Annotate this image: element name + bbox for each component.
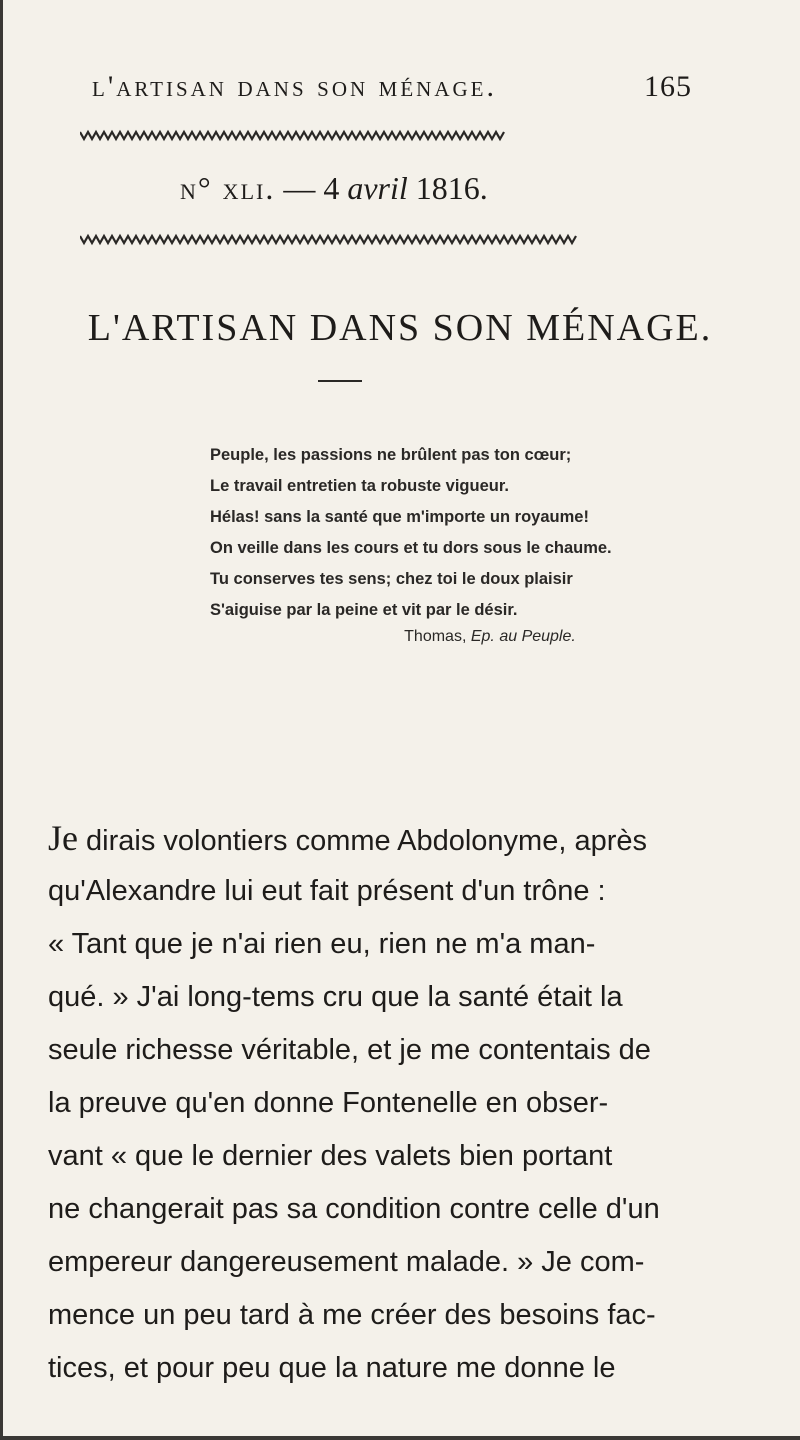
epigraph-line: Le travail entretien ta robuste vigueur. — [210, 477, 509, 495]
page-edge-bottom — [0, 1436, 800, 1440]
page-edge-left — [0, 0, 3, 1440]
issue-month: avril — [347, 170, 408, 206]
body-line: ne changerait pas sa condition contre celle d'un — [48, 1193, 660, 1225]
body-line: qué. » J'ai long-tems cru que la santé était la — [48, 981, 623, 1013]
running-head — [92, 70, 692, 104]
ornamental-rule-bottom — [80, 232, 720, 246]
short-rule — [318, 380, 362, 382]
body-line: mence un peu tard à me créer des besoins fac- — [48, 1299, 656, 1331]
chapter-heading: L'ARTISAN DANS SON MÉNAGE. — [87, 307, 713, 349]
epigraph-citation — [210, 628, 770, 646]
issue-year: 1816. — [415, 170, 488, 206]
issue-number: n° xli. — [180, 170, 276, 206]
epigraph-line: On veille dans les cours et tu dors sous le chaume. — [210, 539, 612, 557]
dropcap: Je — [48, 818, 78, 858]
epigraph-line: Tu conserves tes sens; chez toi le doux plaisir — [210, 570, 573, 588]
body-line: la preuve qu'en donne Fontenelle en obser- — [48, 1087, 609, 1119]
issue-day: 4 — [323, 170, 340, 206]
body-line: « Tant que je n'ai rien eu, rien ne m'a man- — [48, 928, 596, 960]
body-line: qu'Alexandre lui eut fait présent d'un trône : — [48, 875, 606, 907]
epigraph-line: Hélas! sans la santé que m'importe un royaume! — [210, 508, 589, 526]
epigraph-line: S'aiguise par la peine et vit par le désir. — [210, 601, 518, 619]
body-line-text: dirais volontiers comme Abdolonyme, après — [78, 825, 647, 857]
epigraph — [210, 440, 770, 646]
body-line: empereur dangereusement malade. » Je com- — [48, 1246, 645, 1278]
epigraph-author: Thomas, — [404, 628, 467, 645]
body-line — [48, 812, 738, 865]
body-line: seule richesse véritable, et je me contentais de — [48, 1034, 651, 1066]
issue-separator: — — [283, 170, 316, 206]
issue-date — [323, 170, 487, 206]
body-line: tices, et pour peu que la nature me donne le — [48, 1352, 616, 1384]
issue-line — [180, 170, 660, 207]
body-text — [48, 812, 738, 1395]
epigraph-work: Ep. au Peuple. — [470, 628, 576, 645]
ornamental-rule-top — [80, 128, 720, 142]
page-number: 165 — [644, 70, 692, 103]
body-line: vant « que le dernier des valets bien portant — [48, 1140, 613, 1172]
running-head-title: l'artisan dans son ménage. — [92, 70, 497, 103]
epigraph-line: Peuple, les passions ne brûlent pas ton cœur; — [210, 446, 572, 464]
